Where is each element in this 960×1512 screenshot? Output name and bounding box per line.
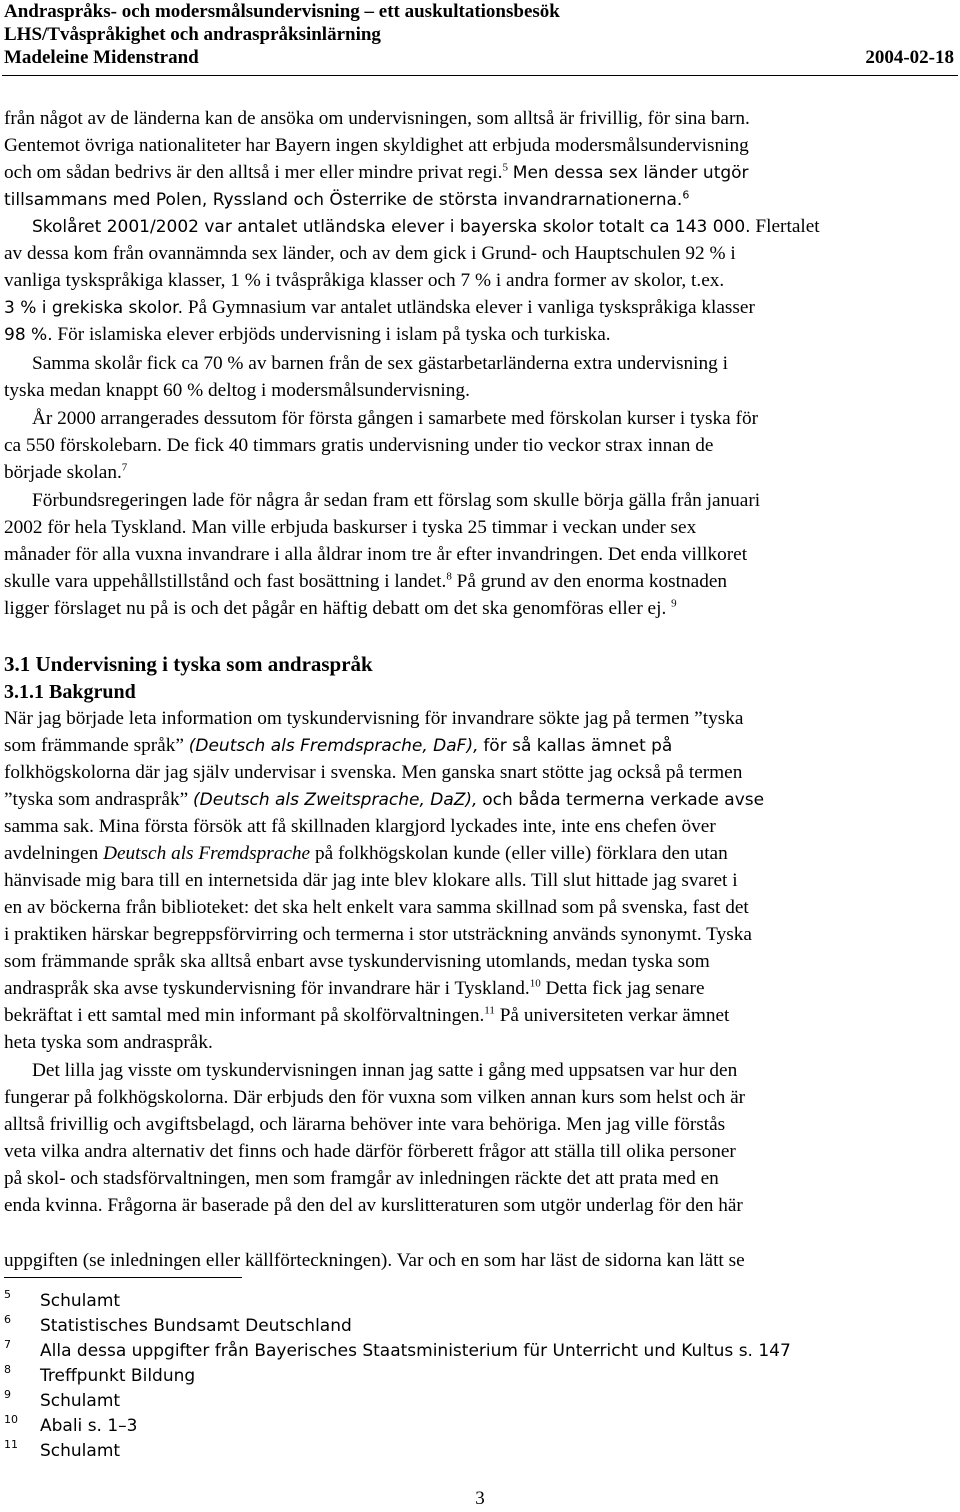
footnote-ref[interactable]: 8: [446, 570, 452, 583]
text: en av böckerna från biblioteket: det ska helt enkelt vara samma skillnad som på svenska, fast det: [4, 897, 749, 918]
text: 2002 för hela Tyskland. Man ville erbjuda baskurser i tyska 25 timmar i veckan under sex: [4, 517, 697, 538]
body-line: [4, 814, 716, 840]
body-line: [4, 241, 736, 267]
text: heta tyska som andraspråk.: [4, 1032, 213, 1053]
body-line: [4, 1003, 729, 1029]
text: (Deutsch als Zweitsprache, DaZ),: [193, 790, 478, 810]
text: På grund av den enorma kostnaden: [451, 571, 728, 592]
body-line: [4, 841, 728, 867]
text: tillsammans med Polen, Ryssland och Österrike de största invandrarnationerna.: [4, 190, 683, 210]
footnote-text: Schulamt: [40, 1391, 121, 1411]
text: Förbundsregeringen lade för några år sedan fram ett förslag som skulle börja gälla från januari: [32, 490, 761, 511]
body-line: [4, 949, 710, 975]
body-line: [4, 868, 738, 894]
text: ”tyska som andraspråk”: [4, 789, 189, 810]
text: vanliga tyskspråkiga klasser, 1 % i tvåspråkiga klasser och 7 % i andra former av skolor, t.ex.: [4, 270, 725, 291]
body-line: [4, 460, 127, 486]
footnote-ref[interactable]: 5: [502, 161, 508, 174]
body-line: [4, 378, 470, 404]
body-line: [4, 596, 677, 622]
text: ligger förslaget nu på is och det pågår en häftig debatt om det ska genomföras eller ej.: [4, 598, 667, 619]
text: enda kvinna. Frågorna är baserade på den del av kurslitteraturen som utgör underlag för den här: [4, 1195, 743, 1216]
footnote-text: Abali s. 1–3: [40, 1416, 138, 1436]
footnote-text: Statistisches Bundsamt Deutschland: [40, 1316, 352, 1336]
body-line: [4, 1085, 745, 1111]
footnote-text: Alla dessa uppgifter från Bayerisches Staatsministerium für Unterricht und Kultus s. 147: [40, 1341, 791, 1361]
body-line: [4, 295, 755, 321]
body-line: [4, 187, 689, 213]
body-line: [4, 1193, 743, 1219]
body-line: [4, 160, 749, 186]
footnote-divider: [4, 1277, 242, 1278]
text: Samma skolår fick ca 70 % av barnen från de sex gästarbetarländerna extra undervisning i: [32, 353, 728, 374]
body-line: [32, 1058, 737, 1084]
body-line: [4, 133, 749, 159]
text: började skolan.: [4, 462, 122, 483]
footnote-text: Schulamt: [40, 1441, 121, 1461]
subsection-heading: [4, 679, 136, 705]
body-line: [4, 268, 724, 294]
footnote-ref[interactable]: 9: [671, 597, 677, 610]
footnote-number: 10: [4, 1413, 18, 1426]
text: som främmande språk”: [4, 735, 184, 756]
text: 98 %.: [4, 325, 53, 345]
body-line: [4, 895, 749, 921]
text: (Deutsch als Fremdsprache, DaF),: [188, 736, 479, 756]
text: Flertalet: [750, 216, 820, 237]
body-line: [4, 706, 743, 732]
running-header-subtitle: [4, 23, 954, 46]
text: 3.1 Undervisning i tyska som andraspråk: [4, 652, 373, 676]
body-line: [4, 106, 750, 132]
text: Men dessa sex länder utgör: [512, 163, 749, 183]
text: för så kallas ämnet på: [483, 736, 673, 756]
text: 3 % i grekiska skolor.: [4, 298, 184, 318]
text: på folkhögskolan kunde (eller ville) förklara den utan: [314, 843, 728, 864]
header-title-text: Andraspråks- och modersmålsundervisning – ett auskultationsbesök: [4, 1, 560, 22]
running-header-byline: [4, 46, 954, 69]
text: av dessa kom från ovannämnda sex länder, och av dem gick i Grund- och Hauptschulen 92 % i: [4, 243, 736, 264]
text: hänvisade mig bara till en internetsida där jag inte blev klokare alls. Till slut hittade jag svaret i: [4, 870, 738, 891]
footnote-number: 6: [4, 1313, 11, 1326]
text: Det lilla jag visste om tyskundervisningen innan jag satte i gång med uppsatsen var hur den: [32, 1060, 738, 1081]
body-line: [4, 542, 747, 568]
footnote-number: 7: [4, 1338, 11, 1351]
footnote-ref[interactable]: 7: [121, 461, 128, 474]
footnote-ref[interactable]: 11: [484, 1004, 495, 1017]
text: Skolåret 2001/2002 var antalet utländska elever i bayerska skolor totalt ca 143 000.: [32, 217, 751, 237]
header-date: 2004-02-18: [865, 47, 954, 68]
body-line: [32, 488, 760, 514]
text: År 2000 arrangerades dessutom för första gången i samarbete med förskolan kurser i tyska för: [32, 408, 759, 429]
text: avdelningen: [4, 843, 99, 864]
text: Deutsch als Fremdsprache: [103, 843, 311, 864]
section-heading: [4, 651, 373, 677]
body-line: [4, 976, 705, 1002]
text: samma sak. Mina första försök att få skillnaden klargjord lyckades inte, inte ens chefen över: [4, 816, 716, 837]
text: andraspråk ska avse tyskundervisning för invandrare här i Tyskland.: [4, 978, 530, 999]
footnote-text: Schulamt: [40, 1291, 121, 1311]
text: veta vilka andra alternativ det finns och hade därför förberett frågor att ställa till olika personer: [4, 1141, 736, 1162]
footnote-ref[interactable]: 10: [529, 977, 541, 990]
text: i praktiken härskar begreppsförvirring och termerna i stor utsträckning används synonymt. Tyska: [4, 924, 752, 945]
text: ca 550 förskolebarn. De fick 40 timmars gratis undervisning under tio veckor strax innan de: [4, 435, 714, 456]
body-line: [4, 922, 752, 948]
text: som främmande språk ska alltså enbart avse tyskundervisning utomlands, medan tyska som: [4, 951, 710, 972]
text: från något av de länderna kan de ansöka om undervisningen, som alltså är frivillig, för sina barn.: [4, 108, 750, 129]
text: På universiteten verkar ämnet: [494, 1005, 730, 1026]
text: Detta fick jag senare: [540, 978, 705, 999]
body-line: [4, 1166, 719, 1192]
text: fungerar på folkhögskolorna. Där erbjuds den för vuxna som vilken annan kurs som helst och är: [4, 1087, 746, 1108]
body-line: [4, 787, 764, 813]
body-line: [32, 406, 758, 432]
header-author: Madeleine Midenstrand: [4, 47, 199, 68]
text: För islamiska elever erbjöds undervisning i islam på tyska och turkiska.: [52, 324, 611, 345]
body-line: [4, 1030, 213, 1056]
text: och om sådan bedrivs är den alltså i mer eller mindre privat regi.: [4, 162, 503, 183]
footnote-number: 9: [4, 1388, 11, 1401]
body-line: [4, 515, 696, 541]
text: bekräftat i ett samtal med min informant på skolförvaltningen.: [4, 1005, 485, 1026]
text: på skol- och stadsförvaltningen, men som framgår av inledningen räckte det att prata med en: [4, 1168, 719, 1189]
footnote-number: 8: [4, 1363, 11, 1376]
body-line: [4, 1248, 745, 1274]
header-subtitle-text: LHS/Tvåspråkighet och andraspråksinlärning: [4, 24, 381, 45]
text: När jag började leta information om tyskundervisning för invandrare sökte jag på termen ”tyska: [4, 708, 744, 729]
body-line: [4, 1139, 736, 1165]
body-line: [4, 760, 742, 786]
footnote-ref[interactable]: 6: [682, 188, 690, 202]
text: folkhögskolorna där jag själv undervisar i svenska. Men ganska snart stötte jag också på termen: [4, 762, 743, 783]
header-divider: [2, 75, 958, 76]
text: månader för alla vuxna invandrare i alla åldrar inom tre år efter invandringen. Det enda villkoret: [4, 544, 748, 565]
body-line: [4, 569, 727, 595]
text: Gentemot övriga nationaliteter har Bayern ingen skyldighet att erbjuda modersmålsundervisning: [4, 135, 749, 156]
text: skulle vara uppehållstillstånd och fast bosättning i landet.: [4, 571, 447, 592]
body-line: [4, 1112, 725, 1138]
text: uppgiften (se inledningen eller källförteckningen). Var och en som har läst de sidorna kan lätt se: [4, 1250, 745, 1271]
body-line: [32, 214, 820, 240]
body-line: [32, 351, 728, 377]
text: 3.1.1 Bakgrund: [4, 681, 136, 703]
body-line: [4, 433, 713, 459]
page-number: 3: [475, 1488, 485, 1509]
footnote-number: 11: [4, 1438, 18, 1451]
text: tyska medan knappt 60 % deltog i modersmålsundervisning.: [4, 380, 470, 401]
body-line: [4, 733, 672, 759]
text: och båda termerna verkade avse: [482, 790, 765, 810]
body-line: [4, 322, 611, 348]
footnote-text: Treffpunkt Bildung: [40, 1366, 196, 1386]
running-header-title: [4, 0, 954, 23]
text: alltså frivillig och avgiftsbelagd, och lärarna behöver inte vara behöriga. Men jag ville förstås: [4, 1114, 726, 1135]
footnote-number: 5: [4, 1288, 11, 1301]
text: På Gymnasium var antalet utländska elever i vanliga tyskspråkiga klasser: [183, 297, 755, 318]
